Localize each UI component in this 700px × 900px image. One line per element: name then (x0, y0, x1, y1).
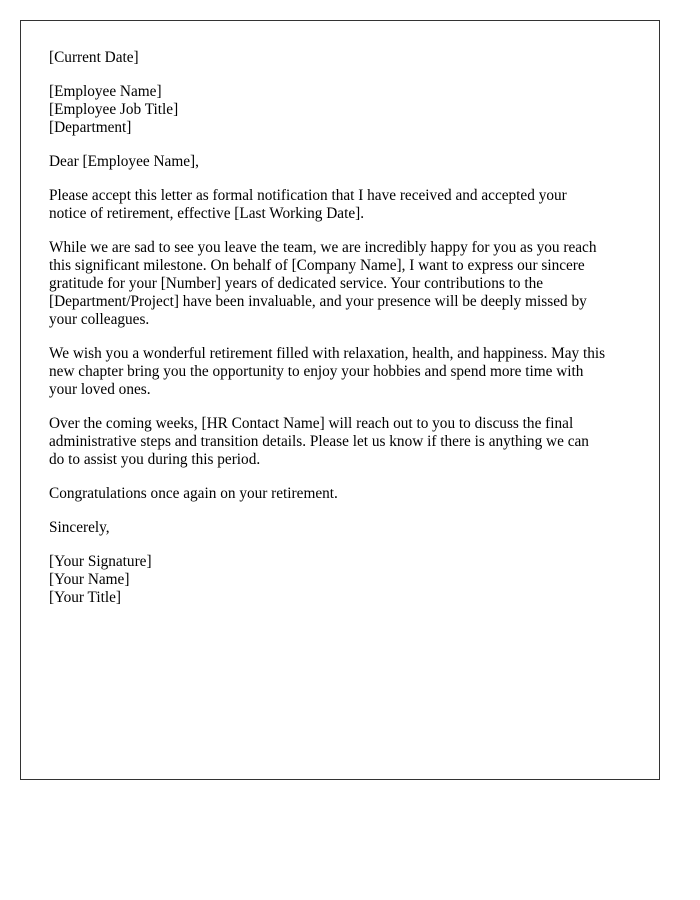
paragraph-gratitude (49, 239, 631, 329)
paragraph-line: notice of retirement, effective [Last Working Date]. (49, 205, 365, 222)
paragraph-line: administrative steps and transition details. Please let us know if there is anything we can (49, 433, 589, 450)
paragraph-line: We wish you a wonderful retirement filled with relaxation, health, and happiness. May this (49, 345, 606, 362)
salutation-block (49, 153, 631, 171)
letter-date: [Current Date] (49, 49, 139, 66)
recipient-department: [Department] (49, 119, 132, 136)
signature-block (49, 553, 631, 607)
paragraph-line: gratitude for your [Number] years of dedicated service. Your contributions to the (49, 275, 544, 292)
recipient-job-title: [Employee Job Title] (49, 101, 179, 118)
paragraph-line: Please accept this letter as formal notification that I have received and accepted your (49, 187, 567, 204)
date-block (49, 49, 631, 67)
paragraph-line: do to assist you during this period. (49, 451, 261, 468)
paragraph-line: While we are sad to see you leave the team, we are incredibly happy for you as you reach (49, 239, 597, 256)
paragraph-acceptance (49, 187, 631, 223)
closing: Sincerely, (49, 519, 110, 536)
letter-page (20, 20, 660, 780)
paragraph-line: Over the coming weeks, [HR Contact Name] will reach out to you to discuss the final (49, 415, 574, 432)
recipient-name: [Employee Name] (49, 83, 162, 100)
signature-placeholder: [Your Signature] (49, 553, 152, 570)
paragraph-wishes (49, 345, 631, 399)
paragraph-line: [Department/Project] have been invaluable, and your presence will be deeply missed by (49, 293, 587, 310)
salutation: Dear [Employee Name], (49, 153, 199, 170)
paragraph-line: new chapter bring you the opportunity to enjoy your hobbies and spend more time with (49, 363, 584, 380)
sender-name: [Your Name] (49, 571, 130, 588)
sender-title: [Your Title] (49, 589, 121, 606)
paragraph-line: Congratulations once again on your retirement. (49, 485, 338, 502)
paragraph-line: this significant milestone. On behalf of [Company Name], I want to express our sincere (49, 257, 585, 274)
paragraph-next-steps (49, 415, 631, 469)
paragraph-line: your colleagues. (49, 311, 150, 328)
paragraph-congratulations (49, 485, 631, 503)
paragraph-line: your loved ones. (49, 381, 151, 398)
closing-block (49, 519, 631, 537)
recipient-block (49, 83, 631, 137)
